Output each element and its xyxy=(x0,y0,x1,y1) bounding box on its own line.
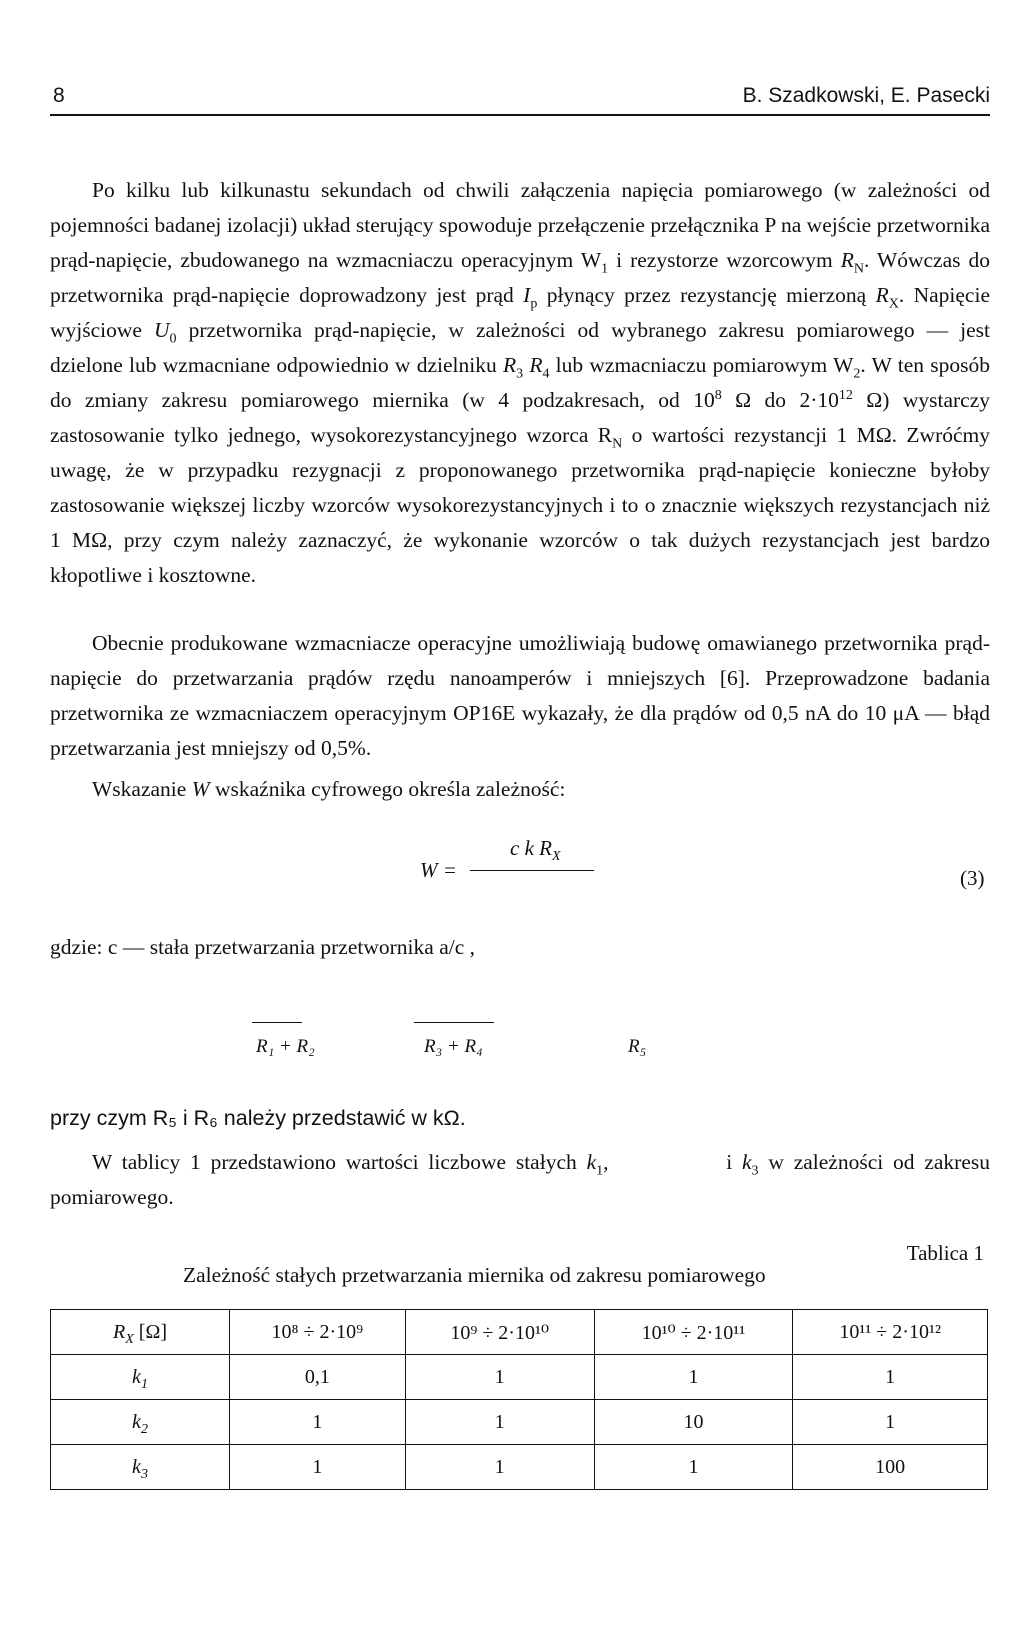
table-cell: 1 xyxy=(594,1355,793,1400)
page-number: 8 xyxy=(53,84,65,107)
range-cell: 10¹⁰ ÷ 2·10¹¹ xyxy=(594,1310,793,1355)
range-cell: 10⁹ ÷ 2·10¹⁰ xyxy=(405,1310,594,1355)
header-cell: $R_X$ [Ω] xyxy=(51,1310,230,1355)
formula-lhs: W = xyxy=(420,858,457,882)
paragraph-2: Obecnie produkowane wzmacniacze operacyjne umożliwiają budowę omawianego przetwornika prąd-napięcie do przetwarzania prądów rzędu nanoamperów i mniejszych [6]. Przeprowadzone badania przetwornika ze wzmacniaczem operacyjnym OP16E wykazały, że dla prądów od 0,5 nA do 10 μA — błąd przetwarzania jest mniejszy od 0,5%. xyxy=(50,631,990,760)
table-row xyxy=(51,1355,988,1400)
table-cell: 100 xyxy=(793,1445,988,1490)
table-cell: 1 xyxy=(230,1400,406,1445)
table-cell: 1 xyxy=(793,1355,988,1400)
fragment-r5: R₅ xyxy=(628,1036,647,1057)
paragraph-4: W tablicy 1 przedstawiono wartości liczbowe stałych $k_1$, i $k_3$ w zależności od zakresu pomiarowego. xyxy=(50,1150,990,1209)
definition-line: gdzie: c — stała przetwarzania przetwornika a/c , xyxy=(50,935,476,959)
running-authors: B. Szadkowski, E. Pasecki xyxy=(742,84,990,107)
equation-number: (3) xyxy=(960,866,985,890)
table-row xyxy=(51,1445,988,1490)
page-header xyxy=(50,82,990,116)
paragraph-1: Po kilku lub kilkunastu sekundach od chwili załączenia napięcia pomiarowego (w zależności od pojemności badanej izolacji) układ sterujący spowoduje przełączenie przełącznika P na wejście przetwornika prąd-napięcie, zbudowanego na wzmacniaczu operacyjnym $W_1$ i rezystorze wzorcowym $R_N$. Wówczas do przetwornika prąd-napięcie doprowadzony jest prąd $I_p$ płynący przez rezystancję mierzoną $R_X$. Napięcie wyjściowe $U_0$ przetwornika prąd-napięcie, w zależności od wybranego zakresu pomiarowego — jest dzielone lub wzmacniane odpowiednio w dzielniku $R_3$ $R_4$ lub wzmacniaczu pomiarowym $W_2$. W ten sposób do zmiany zakresu pomiarowego miernika (w 4 podzakresach, od $10^8$ Ω do $2\cdot 10^{12}$ Ω) wystarczy zastosowanie tylko jednego, wysokorezystancyjnego wzorca $R_N$ o wartości rezystancji 1 MΩ. Zwróćmy uwagę, że w przypadku rezygnacji z proponowanego przetwornika prąd-napięcie konieczne byłoby zastosowanie większej liczby wzorców wysokorezystancyjnych i to o znacznie większych rezystancjach niż 1 MΩ, przy czym należy zaznaczyć, że wykonanie wzorców o tak dużych rezystancjach jest bardzo kłopotliwe i kosztowne. xyxy=(50,178,991,587)
paragraph-3: Wskazanie W wskaźnika cyfrowego określa zależność: xyxy=(92,777,566,801)
table-cell: 1 xyxy=(405,1445,594,1490)
fragment-formulas xyxy=(0,1022,1024,1072)
table-label: Tablica 1 xyxy=(906,1241,984,1265)
note-line: przy czym R₅ i R₆ należy przedstawić w kΩ. xyxy=(50,1106,466,1130)
overbar xyxy=(414,1022,494,1023)
table-cell: 10 xyxy=(594,1400,793,1445)
table-cell: 0,1 xyxy=(230,1355,406,1400)
table-cell: 1 xyxy=(405,1355,594,1400)
table-cell: 1 xyxy=(793,1400,988,1445)
formula-3 xyxy=(420,836,620,896)
constants-table xyxy=(50,1309,988,1490)
row-symbol: $k_3$ xyxy=(51,1445,230,1490)
fragment-r12: R₁ + R₂ xyxy=(256,1036,315,1057)
fragment-r34: R₃ + R₄ xyxy=(424,1036,483,1057)
range-cell: 10⁸ ÷ 2·10⁹ xyxy=(230,1310,406,1355)
row-symbol: $k_2$ xyxy=(51,1400,230,1445)
row-symbol: $k_1$ xyxy=(51,1355,230,1400)
fraction-line xyxy=(470,870,594,871)
table-row xyxy=(51,1400,988,1445)
overbar xyxy=(252,1022,302,1023)
table-cell: 1 xyxy=(230,1445,406,1490)
table-header-row xyxy=(51,1310,988,1355)
formula-numerator: c k $R_X$ xyxy=(510,836,561,865)
table-title: Zależność stałych przetwarzania miernika od zakresu pomiarowego xyxy=(183,1263,766,1287)
table-cell: 1 xyxy=(594,1445,793,1490)
table-cell: 1 xyxy=(405,1400,594,1445)
range-cell: 10¹¹ ÷ 2·10¹² xyxy=(793,1310,988,1355)
